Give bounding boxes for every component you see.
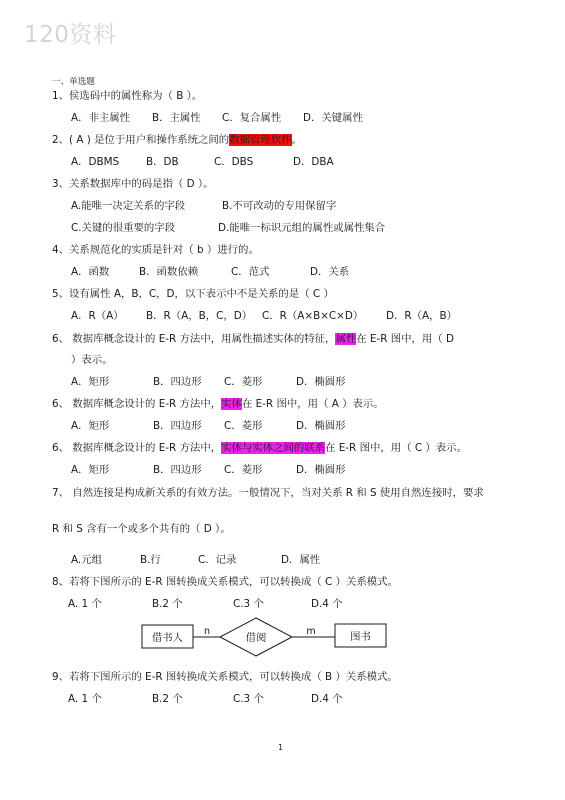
question-7-line2: R 和 S 含有一个或多个共有的（ D ）。 <box>52 523 231 535</box>
question-8: 8、若将下图所示的 E-R 图转换成关系模式，可以转换成（ C ）关系模式。 <box>52 576 398 588</box>
q6b-option-b: B．四边形 <box>153 420 202 432</box>
q3-option-c: C.关键的很重要的字段 <box>71 222 176 234</box>
question-4: 4、关系规范化的实质是针对（ b ）进行的。 <box>52 244 259 256</box>
q1-option-b: B．主属性 <box>152 112 201 124</box>
q7-option-a: A.元组 <box>71 554 103 566</box>
entity-label-right: 图书 <box>350 631 371 643</box>
question-5: 5、设有属性 A，B，C，D，以下表示中不是关系的是（ C ） <box>52 288 334 300</box>
q6c-option-d: D．椭圆形 <box>296 464 346 476</box>
highlight-magenta: 实体与实体之间的联系 <box>221 442 326 454</box>
q3-option-d: D.能唯一标识元组的属性或属性集合 <box>218 222 386 234</box>
relation-label: 借阅 <box>245 632 267 644</box>
section-title: 一、单选题 <box>52 77 95 87</box>
q6c-option-b: B．四边形 <box>153 464 202 476</box>
q2-option-c: C．DBS <box>214 156 254 168</box>
q7-option-c: C．记录 <box>198 554 237 566</box>
q8-option-b: B.2 个 <box>152 598 183 610</box>
question-6b-end: 在 E-R 图中，用（ A ）表示。 <box>241 398 384 410</box>
question-6b-text: 6、 数据库概念设计的 E-R 方法中， <box>52 398 222 410</box>
question-2-text: 2、( A ) 是位于用户和操作系统之间的 <box>52 134 230 146</box>
q1-option-c: C．复合属性 <box>222 112 282 124</box>
highlight-magenta: 实体 <box>221 398 242 410</box>
q6a-option-b: B．四边形 <box>153 376 202 388</box>
q6a-option-d: D．椭圆形 <box>296 376 346 388</box>
q4-option-a: A．函数 <box>71 266 110 278</box>
q1-option-d: D．关键属性 <box>303 112 363 124</box>
q5-option-a: A．R（A） <box>71 310 124 322</box>
highlight-red: 数据管理软件 <box>229 134 292 146</box>
q2-option-b: B．DB <box>146 156 179 168</box>
q9-option-a: A. 1 个 <box>68 693 102 705</box>
q2-option-d: D．DBA <box>293 156 334 168</box>
cardinality-m: m <box>306 626 316 637</box>
cardinality-n: n <box>203 626 211 637</box>
question-9: 9、若将下图所示的 E-R 图转换成关系模式，可以转换成（ B ）关系模式。 <box>52 671 398 683</box>
q3-option-a: A.能唯一决定关系的字段 <box>71 200 186 212</box>
q5-option-d: D．R（A，B） <box>386 310 458 322</box>
q9-option-b: B.2 个 <box>152 693 183 705</box>
q7-option-d: D．属性 <box>281 554 321 566</box>
q5-option-c: C．R（A×B×C×D） <box>262 310 364 322</box>
question-6c-text: 6、 数据库概念设计的 E-R 方法中， <box>52 442 222 454</box>
q4-option-b: B．函数依赖 <box>139 266 199 278</box>
q5-option-b: B．R（A，B，C，D） <box>146 310 253 322</box>
watermark: 120资料 <box>24 22 117 48</box>
q8-option-c: C.3 个 <box>233 598 264 610</box>
q8-option-d: D.4 个 <box>311 598 343 610</box>
q8-option-a: A. 1 个 <box>68 598 102 610</box>
q7-option-b: B.行 <box>140 554 161 566</box>
question-1: 1、侯选码中的属性称为（ B ）。 <box>52 90 203 102</box>
highlight-magenta: 属性 <box>335 333 357 345</box>
question-7: 7、 自然连接是构成新关系的有效方法。一般情况下，当对关系 R 和 S 使用自然连接时，要求 <box>52 487 484 499</box>
q6a-option-a: A．矩形 <box>71 376 110 388</box>
q6b-option-d: D．椭圆形 <box>296 420 346 432</box>
question-6a-text: 6、 数据库概念设计的 E-R 方法中，用属性描述实体的特征， <box>52 333 336 345</box>
q6c-option-a: A．矩形 <box>71 464 110 476</box>
question-6a-line2: ）表示。 <box>71 354 113 366</box>
q3-option-b: B.不可改动的专用保留字 <box>222 200 337 212</box>
q6b-option-a: A．矩形 <box>71 420 110 432</box>
q6c-option-c: C．菱形 <box>224 464 263 476</box>
q9-option-c: C.3 个 <box>233 693 264 705</box>
q4-option-d: D．关系 <box>310 266 350 278</box>
question-2-end: 。 <box>291 134 302 146</box>
q1-option-a: A．非主属性 <box>71 112 131 124</box>
q6a-option-c: C．菱形 <box>224 376 263 388</box>
q6b-option-c: C．菱形 <box>224 420 263 432</box>
entity-label-left: 借书人 <box>151 632 184 644</box>
q9-option-d: D.4 个 <box>311 693 343 705</box>
q4-option-c: C．范式 <box>231 266 270 278</box>
page-number: 1 <box>278 743 284 752</box>
question-3: 3、关系数据库中的码是指（ D ）。 <box>52 178 214 190</box>
question-6a-end: 在 E-R 图中，用（ D <box>356 333 455 345</box>
q2-option-a: A．DBMS <box>71 156 120 168</box>
question-6c-end: 在 E-R 图中，用（ C ）表示。 <box>325 442 467 454</box>
